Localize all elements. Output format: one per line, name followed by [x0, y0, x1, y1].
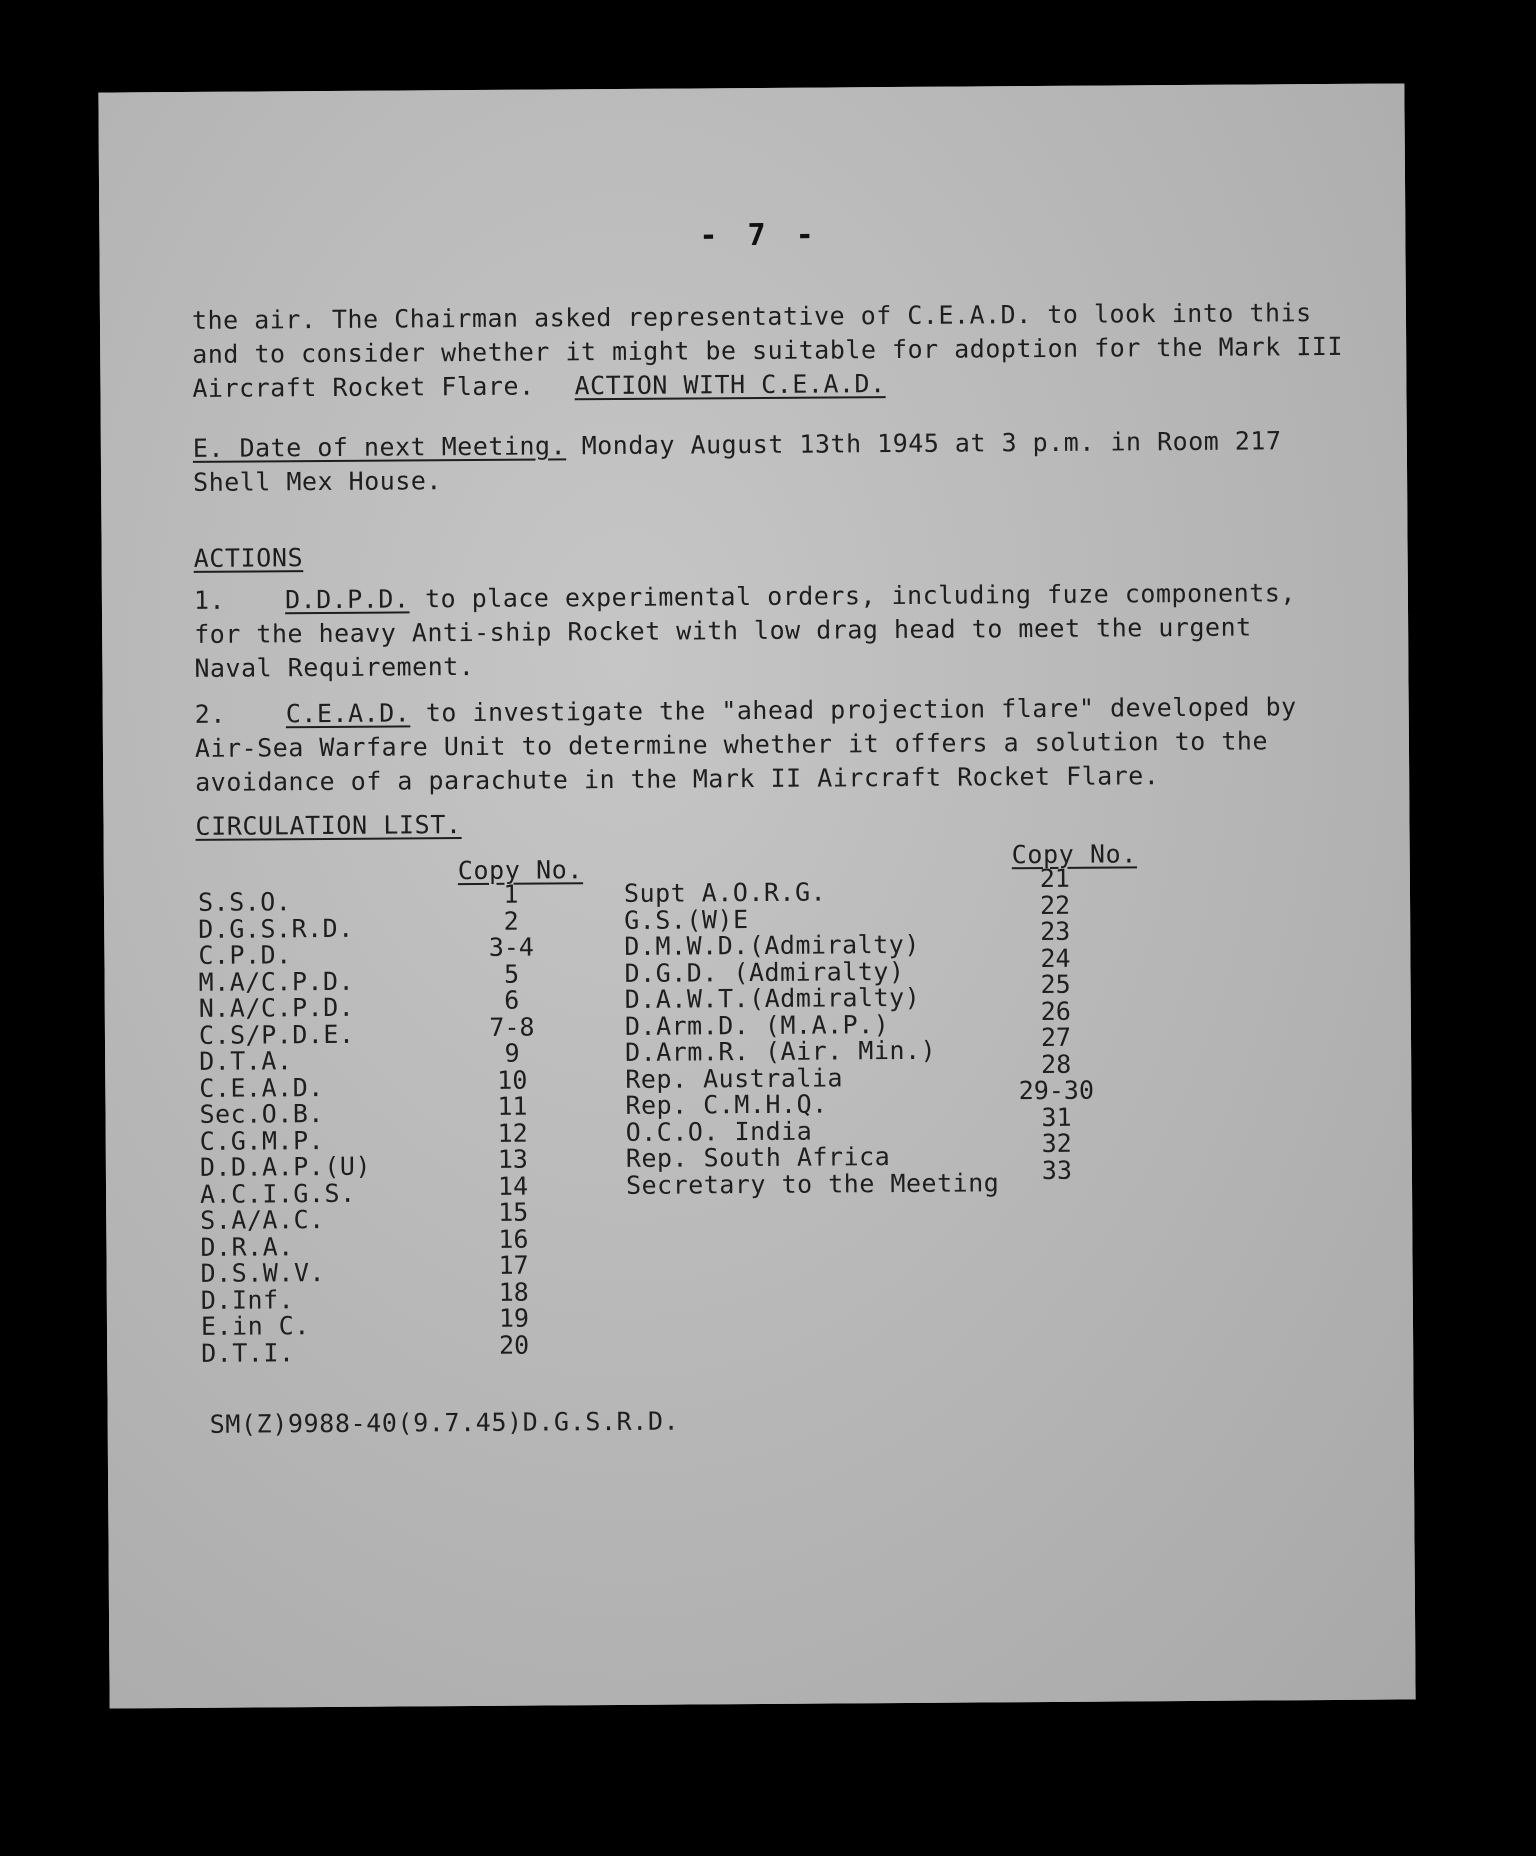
circulation-recipient: O.C.O. India [625, 1116, 813, 1147]
circulation-recipient: D.S.W.V. [200, 1258, 326, 1288]
circulation-recipient: Rep. South Africa [625, 1142, 891, 1173]
circulation-copy-number: 21 [1039, 863, 1071, 894]
circulation-copy-number: 23 [1040, 916, 1071, 947]
circulation-recipient: C.E.A.D. [199, 1072, 324, 1103]
intro-line: and to consider whether it might be suitable for adoption for the Mark III [192, 331, 1344, 369]
next-meeting-label: E. Date of next Meeting. [192, 431, 567, 463]
circulation-copy-number: 1 [503, 879, 519, 909]
document-page [98, 83, 1415, 1708]
circulation-recipient: E.in C. [200, 1311, 310, 1341]
circulation-recipient: D.A.W.T.(Admiralty) [624, 982, 921, 1014]
circulation-copy-number: 20 [498, 1330, 530, 1360]
circulation-recipient: C.P.D. [198, 940, 292, 970]
circulation-copy-number: 3-4 [488, 932, 535, 962]
next-meeting-section [193, 424, 1333, 500]
circulation-copy-number: 25 [1040, 969, 1071, 1000]
document-reference: SM(Z)9988-40(9.7.45)D.G.S.R.D. [209, 1406, 680, 1439]
circulation-copy-number: 2 [503, 906, 519, 936]
circulation-copy-number: 27 [1040, 1022, 1072, 1053]
circulation-copy-number: 24 [1040, 943, 1071, 973]
circulation-recipient: D.Arm.D. (M.A.P.) [624, 1009, 890, 1041]
circulation-recipient: D.T.A. [199, 1046, 293, 1076]
circulation-recipient: D.G.S.R.D. [198, 913, 354, 944]
circulation-recipient: C.S/P.D.E. [198, 1019, 355, 1050]
circulation-recipient: D.D.A.P.(U) [199, 1151, 372, 1182]
circulation-recipient: N.A/C.P.D. [198, 992, 355, 1023]
circulation-recipient: D.T.I. [201, 1337, 295, 1368]
circulation-recipient: S.A/A.C. [200, 1205, 325, 1235]
circulation-copy-number: 10 [497, 1065, 528, 1095]
circulation-copy-number: 15 [498, 1197, 529, 1227]
intro-line: the air. The Chairman asked representative of C.E.A.D. to look into this [191, 298, 1312, 335]
circulation-recipient: Rep. C.M.H.Q. [625, 1089, 828, 1120]
circulation-copy-number: 26 [1040, 996, 1071, 1026]
action-note: ACTION WITH C.E.A.D. [574, 369, 886, 401]
circulation-recipient: M.A/C.P.D. [198, 966, 355, 997]
action-item: 2. C.E.A.D. to investigate the "ahead projection flare" developed by Air-Sea Warfare Unit to determine whether it offers a solution to the avoidance of a parachute in the Mark II Aircraft Rocket Flare. [194, 692, 1297, 797]
circulation-copy-number: 29-30 [1018, 1075, 1095, 1106]
intro-line: Aircraft Rocket Flare. ACTION WITH C.E.A.D. [192, 369, 886, 403]
action-item-number: 2. [194, 699, 226, 729]
next-meeting-text: Monday August 13th 1945 at 3 p.m. in Room 217 [581, 426, 1282, 461]
circulation-copy-number: 5 [503, 959, 520, 989]
circulation-copy-number: 16 [498, 1224, 529, 1254]
circulation-copy-number: 22 [1039, 890, 1071, 920]
circulation-copy-number: 28 [1041, 1049, 1072, 1079]
actions-heading: ACTIONS [193, 543, 304, 573]
action-item-owner: C.E.A.D. [285, 698, 411, 729]
page-number: - 7 - [699, 217, 820, 254]
circulation-recipient: G.S.(W)E [624, 904, 749, 935]
circulation-recipient: Supt A.O.R.G. [623, 877, 827, 908]
copy-no-header: Copy No. [1011, 839, 1138, 870]
circulation-copy-number: 6 [504, 985, 520, 1015]
circulation-copy-number: 19 [498, 1303, 530, 1333]
circulation-recipient: A.C.I.G.S. [199, 1178, 356, 1209]
circulation-copy-number: 14 [497, 1171, 529, 1201]
circulation-recipient: Rep. Australia [625, 1062, 844, 1094]
action-item-owner: D.D.P.D. [284, 584, 410, 615]
circulation-copy-number: 31 [1041, 1102, 1072, 1132]
circulation-copy-number: 18 [498, 1277, 529, 1307]
circulation-recipient: S.S.O. [197, 887, 292, 917]
circulation-recipient: Sec.O.B. [199, 1099, 325, 1129]
circulation-recipient: D.M.W.D.(Admiralty) [624, 929, 920, 961]
circulation-copy-number: 13 [497, 1144, 528, 1174]
next-meeting-text: Shell Mex House. [192, 466, 443, 497]
circulation-recipient: D.G.D. (Admiralty) [624, 956, 905, 988]
circulation-recipient: D.Inf. [200, 1284, 295, 1315]
circulation-copy-number: 7-8 [489, 1012, 535, 1042]
circulation-copy-number: 12 [497, 1118, 528, 1148]
circulation-copy-number: 17 [498, 1250, 529, 1280]
intro-paragraph [191, 296, 1344, 406]
action-item: 1. D.D.P.D. to place experimental orders, including fuze components, for the heavy Anti-ship Rocket with low drag head to meet the urgent Naval Requirement. [193, 578, 1296, 683]
circulation-copy-number: 32 [1041, 1128, 1072, 1159]
circulation-recipient: D.Arm.R. (Air. Min.) [624, 1035, 937, 1067]
circulation-copy-number: 9 [504, 1038, 520, 1068]
circulation-recipient: Secretary to the Meeting [625, 1167, 1000, 1200]
circulation-heading: CIRCULATION LIST. [195, 810, 462, 841]
copy-no-header: Copy No. [457, 855, 584, 886]
circulation-copy-number: 33 [1041, 1155, 1073, 1185]
circulation-recipient: C.G.M.P. [199, 1125, 325, 1156]
circulation-copy-number: 11 [497, 1091, 528, 1121]
circulation-recipient: D.R.A. [200, 1231, 294, 1262]
action-item-number: 1. [193, 585, 226, 615]
